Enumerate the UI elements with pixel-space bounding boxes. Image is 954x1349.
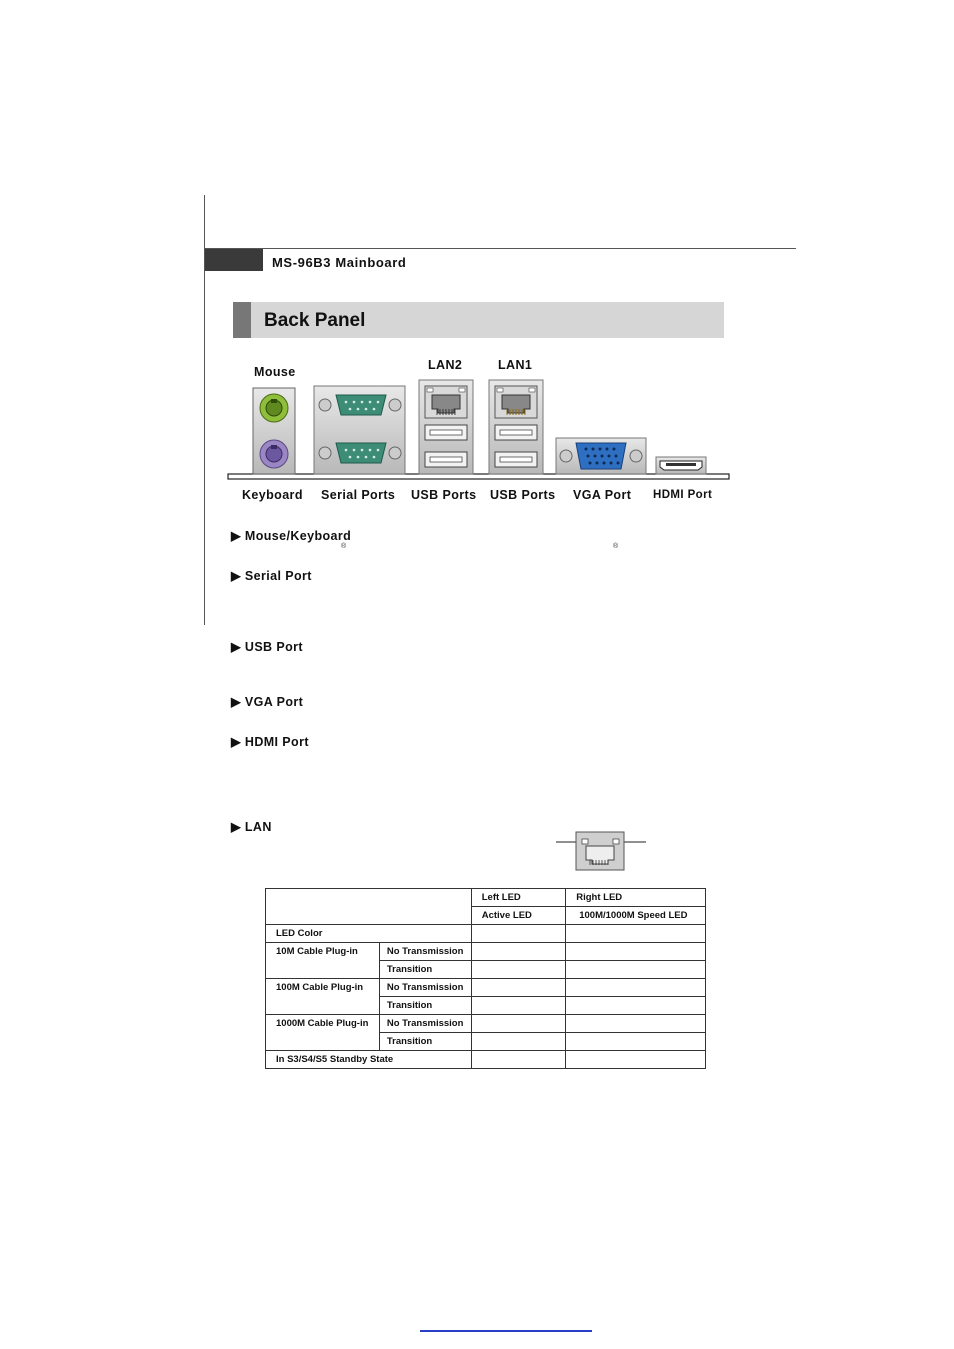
section-title: Back Panel: [264, 310, 366, 331]
bullet-hdmi-port: ▶ HDMI Port: [231, 735, 309, 749]
row-10m-cable: 10M Cable Plug-in: [266, 943, 380, 979]
lan-led-diagram: [556, 830, 648, 872]
label-usb-ports-1: USB Ports: [411, 488, 477, 502]
lan-led-table: [265, 888, 706, 1069]
hdmi-port: [656, 457, 706, 474]
bullet-serial-port: ▶ Serial Port: [231, 569, 312, 583]
table-cell: [566, 943, 706, 961]
bullet-lan: ▶ LAN: [231, 820, 272, 834]
vga-port: [556, 438, 646, 474]
header-active-led: Active LED: [471, 907, 566, 925]
row-no-transmission: No Transmission: [379, 943, 471, 961]
row-transition: Transition: [379, 961, 471, 979]
table-cell: [471, 925, 566, 943]
label-serial-ports: Serial Ports: [321, 488, 396, 502]
table-cell: [471, 1033, 566, 1051]
ps2-mouse-port: [260, 394, 288, 422]
left-led: [582, 839, 588, 844]
table-cell: [566, 1033, 706, 1051]
table-cell: [471, 1015, 566, 1033]
section-header-bar: [233, 302, 251, 338]
table-cell: [566, 961, 706, 979]
row-1000m-cable: 1000M Cable Plug-in: [266, 1015, 380, 1051]
table-cell: [471, 997, 566, 1015]
table-cell: [566, 997, 706, 1015]
registered-mark-2: ®: [613, 543, 619, 550]
table-cell: [471, 961, 566, 979]
bullet-mouse-keyboard: ▶ Mouse/Keyboard: [231, 529, 352, 543]
lan1-usb-stack: [489, 380, 543, 474]
label-keyboard: Keyboard: [242, 488, 303, 502]
usb-port-b1: [495, 425, 537, 440]
row-100m-cable: 100M Cable Plug-in: [266, 979, 380, 1015]
table-row: [266, 1015, 706, 1033]
label-lan2: LAN2: [428, 358, 463, 372]
table-cell: [566, 1015, 706, 1033]
back-panel-illustration: [226, 375, 732, 483]
bullet-usb-port: ▶ USB Port: [231, 640, 303, 654]
row-standby: In S3/S4/S5 Standby State: [266, 1051, 472, 1069]
lan2-port: [425, 386, 467, 418]
usb-port-a1: [425, 425, 467, 440]
usb-port-a2: [425, 452, 467, 467]
row-no-transmission: No Transmission: [379, 979, 471, 997]
label-mouse: Mouse: [254, 365, 296, 379]
table-row: [266, 889, 706, 907]
header-rule: [204, 248, 796, 249]
row-transition: Transition: [379, 997, 471, 1015]
section-header: [233, 302, 724, 338]
ps2-keyboard-port: [260, 440, 288, 468]
header-left-led: Left LED: [471, 889, 566, 907]
footer-link-underline[interactable]: [420, 1330, 592, 1332]
table-cell: [471, 943, 566, 961]
table-row: [266, 1051, 706, 1069]
right-led: [613, 839, 619, 844]
table-cell: [566, 925, 706, 943]
table-row: [266, 979, 706, 997]
label-lan1: LAN1: [498, 358, 533, 372]
registered-mark-1: ®: [341, 543, 347, 550]
header-speed-led: 100M/1000M Speed LED: [566, 907, 706, 925]
row-transition: Transition: [379, 1033, 471, 1051]
serial-ports: [314, 386, 405, 474]
ps2-ports: [253, 388, 295, 474]
table-row: [266, 943, 706, 961]
table-row: [266, 925, 706, 943]
label-vga-port: VGA Port: [573, 488, 632, 502]
label-hdmi-port: HDMI Port: [653, 489, 713, 501]
io-shield-base: [228, 474, 729, 479]
header-tab: [205, 249, 263, 271]
table-cell: [471, 979, 566, 997]
row-no-transmission: No Transmission: [379, 1015, 471, 1033]
lan2-usb-stack: [419, 380, 473, 474]
table-cell: [471, 1051, 566, 1069]
usb-port-b2: [495, 452, 537, 467]
mainboard-title: MS-96B3 Mainboard: [272, 255, 407, 270]
label-usb-ports-2: USB Ports: [490, 488, 556, 502]
lan1-port: [495, 386, 537, 418]
row-led-color: LED Color: [266, 925, 472, 943]
header-right-led: Right LED: [566, 889, 706, 907]
table-corner-cell: [266, 889, 472, 925]
bullet-vga-port: ▶ VGA Port: [231, 695, 304, 709]
table-cell: [566, 979, 706, 997]
table-cell: [566, 1051, 706, 1069]
